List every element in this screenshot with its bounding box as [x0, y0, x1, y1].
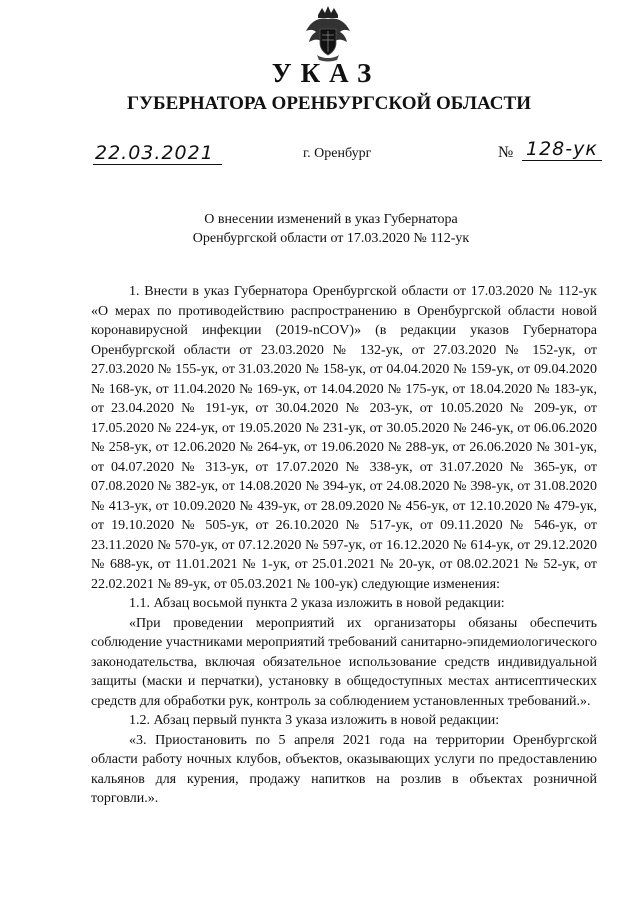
document-number: 128-ук	[522, 138, 602, 161]
paragraph-1: 1. Внести в указ Губернатора Оренбургской области от 17.03.2020 № 112-ук «О мерах по противодействию распространению в Оренбургской области новой коронавирусной инфекции (2019-nCOV)» (в редакции указов Губернатора Оренбургской области от 23.03.2020 № 132-ук, от 27.03.2020 № 152-ук, от 27.03.2020 № 155-ук, от 31.03.2020 № 158-ук, от 04.04.2020 № 159-ук, от 09.04.2020 № 168-ук, от 11.04.2020 № 169-ук, от 14.04.2020 № 175-ук, от 18.04.2020 № 183-ук, от 23.04.2020 № 191-ук, от 30.04.2020 № 203-ук, от 10.05.2020 № 209-ук, от 17.05.2020 № 224-ук, от 19.05.2020 № 231-ук, от 30.05.2020 № 246-ук, от 06.06.2020 № 258-ук, от 12.06.2020 № 264-ук, от 19.06.2020 № 288-ук, от 26.06.2020 № 301-ук, от 04.07.2020 № 313-ук, от 17.07.2020 № 338-ук, от 31.07.2020 № 365-ук, от 07.08.2020 № 382-ук, от 14.08.2020 № 394-ук, от 24.08.2020 № 398-ук, от 31.08.2020 № 413-ук, от 10.09.2020 № 439-ук, от 28.09.2020 № 456-ук, от 12.10.2020 № 479-ук, от 19.10.2020 № 505-ук, от 26.10.2020 № 517-ук, от 09.11.2020 № 546-ук, от 23.11.2020 № 570-ук, от 07.12.2020 № 597-ук, от 16.12.2020 № 614-ук, от 29.12.2020 № 688-ук, от 11.01.2021 № 1-ук, от 25.01.2021 № 20-ук, от 08.02.2021 № 52-ук, от 22.02.2021 № 89-ук, от 05.03.2021 № 100-ук) следующие изменения:	[91, 284, 597, 592]
paragraph-1-1: 1.1. Абзац восьмой пункта 2 указа изложить в новой редакции:	[129, 596, 505, 611]
document-number-label: №	[498, 144, 514, 161]
document-body	[91, 282, 597, 809]
document-type-title: УКАЗ	[271, 58, 381, 88]
document-date: 22.03.2021	[93, 142, 222, 165]
paragraph-1-1-quote: «При проведении мероприятий их организаторы обязаны обеспечить соблюдение участниками мероприятий требований санитарно-эпидемиологического законодательства, включая обязательное использование средств индивидуальной защиты (маски и перчатки), установку в общедоступных местах антисептических средств для обработки рук, контроль за соблюдением установленных требований.».	[91, 615, 597, 709]
paragraph-1-2-quote: «3. Приостановить по 5 апреля 2021 года на территории Оренбургской области работу ночных клубов, объектов, оказывающих услуги по предоставлению кальянов для курения, продажу напитков на розлив в объектах розничной торговли.».	[91, 732, 597, 806]
paragraph-1-2: 1.2. Абзац первый пункта 3 указа изложить в новой редакции:	[129, 713, 500, 728]
document-heading-line-2: Оренбургской области от 17.03.2020 № 112-ук	[192, 231, 470, 246]
document-heading	[0, 210, 640, 248]
issuer-title: ГУБЕРНАТОРА ОРЕНБУРГСКОЙ ОБЛАСТИ	[127, 93, 531, 114]
document-heading-line-1: О внесении изменений в указ Губернатора	[204, 212, 458, 227]
document-city: г. Оренбург	[303, 146, 372, 161]
coat-of-arms-icon	[303, 5, 353, 63]
